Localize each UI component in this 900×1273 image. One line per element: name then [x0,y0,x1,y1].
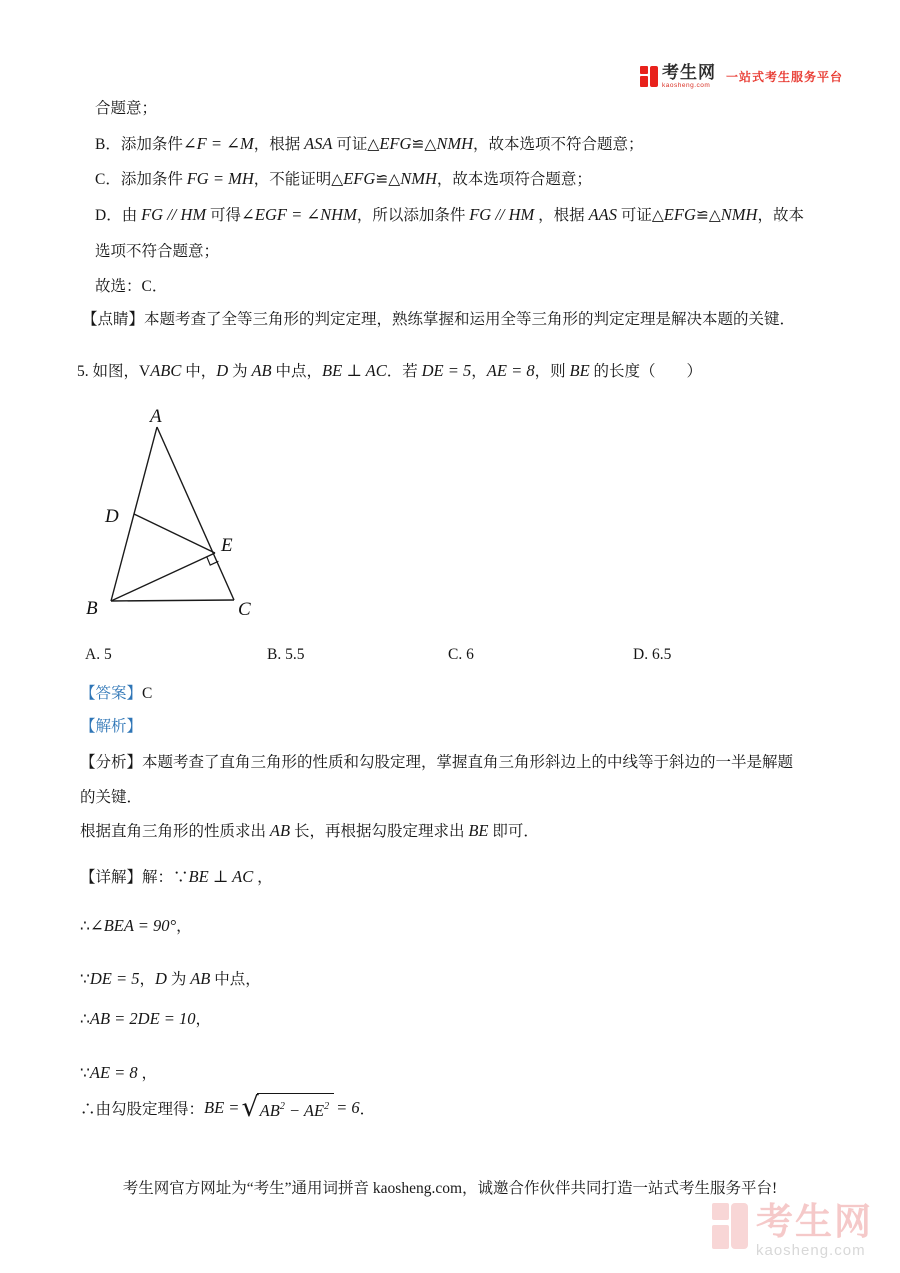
solution4-option-d-line: D．由 FG // HM 可得∠EGF = ∠NHM，所以添加条件 FG // HM ，根据 AAS 可证△EFG≌△NMH，故本 [95,205,804,224]
analysis-line-2: 的关键． [80,789,143,806]
solution4-option-c-line: C．添加条件 FG = MH，不能证明△EFG≌△NMH，故本选项符合题意； [95,169,592,188]
radicand: $AB^2 - AE^2$ [257,1093,334,1122]
option-b: B. 5.5 [267,646,305,663]
kaosheng-header-logo [640,64,843,90]
question5-stem: 5. 如图，VABC 中，D 为 AB 中点，BE ⊥ AC．若 DE = 5，AE = 8，则 BE 的长度（ ） [77,361,703,380]
radical-sign-icon: √ [241,1092,259,1123]
footer-text: 考生网官方网址为“考生”通用词拼音 kaosheng.com，诚邀合作伙伴共同打造一站式考生服务平台! [122,1180,778,1197]
option-a: A. 5 [85,646,112,663]
triangle-figure [75,400,300,640]
solution4-remark-line: 【点睛】本题考查了全等三角形的判定定理，熟练掌握和运用全等三角形的判定定理是解决本题的关键． [82,311,796,328]
pythagorean-formula-line [80,1093,375,1122]
logo-tagline: 一站式考生服务平台 [726,70,844,85]
explain-label: 【解析】 [80,718,143,735]
vertex-label-C: C [238,599,251,620]
logo-text: 考生网 [662,63,716,82]
formula-period: ． [359,1100,376,1118]
solution4-choice-line: 故选：C． [95,278,168,295]
vertex-label-A: A [150,406,162,427]
vertex-label-D: D [105,506,119,527]
option-d: D. 6.5 [633,646,672,663]
logo-domain: kaosheng.com [662,82,711,89]
solution4-continued-line: 合题意； [95,100,158,117]
detail-line-1: 【详解】解：∵BE ⊥ AC ， [80,867,273,886]
answer-line [80,683,152,705]
detail-line-2: ∴∠BEA = 90°， [80,916,192,935]
vertex-label-E: E [221,535,233,556]
watermark-logo-icon [712,1203,748,1249]
kaosheng-watermark [712,1203,873,1258]
kaosheng-logo-icon [640,66,658,87]
option-c: C. 6 [448,646,474,663]
watermark-domain: kaosheng.com [756,1242,866,1259]
formula-prefix: ∴由勾股定理得： [80,1100,205,1118]
detail-line-4: ∴AB = 2DE = 10， [80,1009,212,1028]
segment-BE [111,553,215,601]
formula-rhs: = 6 [336,1097,360,1117]
detail-line-5: ∵AE = 8 ， [80,1063,158,1082]
side-BC [111,600,234,601]
segment-DE [134,514,215,553]
solution4-option-d-cont: 选项不符合题意； [95,243,220,260]
answer-label: 【答案】 [80,685,143,702]
watermark-text: 考生网 [756,1201,873,1242]
square-root [241,1093,334,1122]
vertex-label-B: B [86,598,98,619]
analysis-line-3: 根据直角三角形的性质求出 AB 长，再根据勾股定理求出 BE 即可． [80,821,539,840]
formula-lhs: BE = [204,1097,240,1117]
detail-line-3: ∵DE = 5，D 为 AB 中点， [80,969,261,988]
explain-line [80,716,142,738]
answer-value: C [142,685,153,702]
analysis-line-1: 【分析】本题考查了直角三角形的性质和勾股定理，掌握直角三角形斜边上的中线等于斜边的一半是解题 [80,754,794,771]
solution4-option-b-line: B．添加条件∠F = ∠M，根据 ASA 可证△EFG≌△NMH，故本选项不符合题意； [95,134,644,153]
